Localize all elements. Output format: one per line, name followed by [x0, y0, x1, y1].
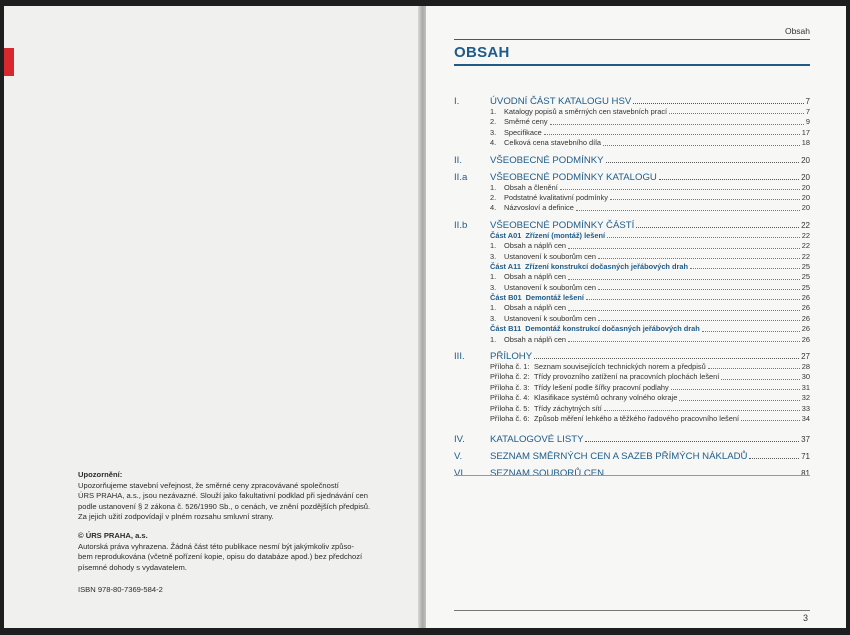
toc-page-number: 9 [805, 117, 810, 127]
toc-entry-row [454, 183, 810, 193]
toc-section-title: ÚVODNÍ ČÁST KATALOGU HSV [490, 96, 632, 107]
toc-entry-number: 1. [490, 241, 497, 251]
toc-entry-title: Obsah a náplň cen [504, 272, 567, 282]
toc-entry-row [454, 303, 810, 313]
copyright-heading: © ÚRS PRAHA, a.s. [78, 530, 148, 540]
toc-entry-row [454, 272, 810, 282]
red-edge-mark [4, 48, 14, 76]
toc-leader-dots [586, 299, 800, 300]
toc-page-number: 20 [801, 203, 810, 213]
toc-entry-number: 3. [490, 251, 497, 261]
toc-leader-dots [659, 179, 799, 180]
toc-entry-row [454, 252, 810, 262]
toc-entry-number: 1. [490, 272, 497, 282]
toc-leader-dots [576, 210, 800, 211]
toc-page-number: 22 [801, 241, 810, 251]
toc-section-number: II.a [454, 171, 468, 183]
notice-line: podle ustanovení § 2 zákona č. 526/1990 Sb., o cenách, ve znění pozdějších předpisů. [78, 501, 371, 511]
toc-leader-dots [534, 358, 799, 359]
toc-entry-title: Seznam souvisejících technických norem a předpisů [534, 362, 706, 372]
toc-section-row [454, 96, 810, 107]
toc-entry-row [454, 393, 810, 403]
toc-entry-title: Klasifikace systémů ochrany volného okraje [534, 393, 678, 403]
toc-page-number: 25 [801, 261, 810, 271]
toc-leader-dots [598, 289, 800, 290]
toc-section-row [454, 220, 810, 231]
toc-entry-title: Specifikace [504, 127, 542, 137]
toc-leader-dots [636, 227, 799, 228]
toc-page-number: 26 [801, 313, 810, 323]
toc-part-code: Část B01 [490, 293, 522, 303]
toc-page-number: 22 [801, 230, 810, 240]
toc-entry-number: 1. [490, 182, 497, 192]
toc-page-number: 18 [801, 138, 810, 148]
copyright-line: písemné dohody s vydavatelem. [78, 562, 187, 572]
toc-part-title: Zřízení konstrukcí dočasných jeřábových drah [524, 261, 689, 271]
toc-entry-number: Příloha č. 3: [490, 382, 530, 392]
toc-section-number: V. [454, 451, 463, 463]
toc-entry-title: Obsah a náplň cen [504, 334, 567, 344]
notice-line: Za jejich užití zodpovídají v plném rozsahu smluvní strany. [78, 512, 274, 522]
toc-entry-number: 4. [490, 138, 497, 148]
toc-section-number: III. [454, 351, 465, 363]
toc-entry-number: 1. [490, 107, 497, 116]
toc-page-number: 17 [801, 127, 810, 137]
toc-section-number: II. [454, 154, 462, 166]
toc-entry-number: 1. [490, 303, 497, 313]
toc-entry-title: Třídy lešení podle šířky pracovní podlahy [534, 382, 669, 392]
toc-entry-row [454, 128, 810, 138]
toc-section-row [454, 155, 810, 166]
toc-entry-number: Příloha č. 1: [490, 362, 530, 372]
toc-entry-row [454, 404, 810, 414]
notice-line: Upozorňujeme stavební veřejnost, že směrné ceny zpracovávané společností [78, 480, 339, 490]
toc-entry-title: Podstatné kvalitativní podmínky [504, 192, 608, 202]
toc-page-number: 31 [801, 382, 810, 392]
toc-part-label [490, 293, 584, 302]
toc-part-label [490, 324, 700, 333]
toc-leader-dots [721, 379, 799, 380]
legal-notice [78, 470, 378, 596]
toc-entry-row [454, 372, 810, 382]
toc-section-number: II.b [454, 219, 468, 231]
notice-heading: Upozornění: [78, 470, 123, 479]
toc-entry-number: 2. [490, 192, 497, 202]
toc-entry-title: Katalogy popisů a směrných cen stavebních prací [504, 107, 668, 116]
toc-entry-number: Příloha č. 4: [490, 393, 530, 403]
toc-page-number: 26 [801, 293, 810, 303]
toc-page-number: 27 [801, 352, 810, 362]
toc-entry-row [454, 193, 810, 203]
toc-section-row [454, 172, 810, 183]
toc-leader-dots [568, 341, 800, 342]
toc-page-number: 81 [801, 469, 810, 479]
title-rule [454, 64, 810, 66]
toc-section-title: VŠEOBECNÉ PODMÍNKY [490, 154, 604, 166]
toc-leader-dots [702, 331, 800, 332]
toc-entry-row [454, 231, 810, 241]
toc-leader-dots [604, 410, 800, 411]
toc-entry-number: Příloha č. 2: [490, 372, 530, 382]
table-of-contents [454, 90, 810, 479]
copyright-line: Autorská práva vyhrazena. Žádná část této publikace nesmí být jakýmkoliv způso- [78, 541, 355, 551]
right-page [426, 6, 846, 628]
toc-leader-dots [598, 258, 800, 259]
toc-section-title: SEZNAM SMĚRNÝCH CEN A SAZEB PŘÍMÝCH NÁKLADŮ [490, 451, 748, 463]
toc-page-number: 37 [801, 435, 810, 445]
toc-entry-number: 3. [490, 127, 497, 137]
footer-rule [454, 610, 810, 611]
toc-entry-row [454, 414, 810, 424]
toc-page-number: 26 [801, 303, 810, 313]
notice-line: ÚRS PRAHA, a.s., jsou nezávazné. Slouží jako fakultativní podklad při sjednávání cen [78, 491, 368, 501]
toc-entry-title: Názvosloví a definice [504, 203, 574, 213]
toc-entry-row [454, 383, 810, 393]
toc-leader-dots [607, 237, 800, 238]
toc-leader-dots [671, 389, 800, 390]
toc-entry-number: Příloha č. 5: [490, 403, 530, 413]
toc-leader-dots [568, 279, 800, 280]
toc-entry-title: Obsah a náplň cen [504, 303, 567, 313]
toc-part-label [490, 262, 688, 271]
toc-leader-dots [560, 189, 800, 190]
toc-entry-title: Celková cena stavebního díla [504, 138, 601, 148]
toc-page-number: 71 [801, 452, 810, 462]
toc-leader-dots [603, 145, 800, 146]
toc-leader-dots [550, 124, 804, 125]
toc-entry-number: 3. [490, 282, 497, 292]
toc-entry-row [454, 203, 810, 213]
toc-section-title: KATALOGOVÉ LISTY [490, 434, 584, 446]
toc-entry-number: 2. [490, 117, 497, 127]
toc-section-number: VI. [454, 468, 466, 480]
toc-section-title: SEZNAM SOUBORŮ CEN [490, 468, 605, 480]
page-number: 3 [802, 613, 808, 623]
toc-section-row [454, 468, 810, 479]
toc-section-number: I. [454, 96, 460, 107]
toc-page-number: 20 [801, 182, 810, 192]
toc-leader-dots [544, 134, 800, 135]
toc-leader-dots [749, 458, 799, 459]
toc-page-number: 34 [801, 413, 810, 423]
toc-section-title: VŠEOBECNÉ PODMÍNKY ČÁSTÍ [490, 219, 635, 231]
toc-leader-dots [568, 248, 800, 249]
toc-entry-row [454, 293, 810, 303]
toc-entry-title: Ustanovení k souborům cen [504, 251, 597, 261]
toc-entry-row [454, 241, 810, 251]
toc-entry-row [454, 362, 810, 372]
toc-leader-dots [585, 441, 799, 442]
toc-entry-row [454, 283, 810, 293]
toc-entry-title: Ustanovení k souborům cen [504, 282, 597, 292]
toc-entry-title: Třídy provozního zatížení na pracovních plochách lešení [534, 372, 720, 382]
toc-page-number: 20 [801, 155, 810, 165]
toc-entry-row [454, 324, 810, 334]
toc-entry-title: Směrné ceny [504, 117, 548, 127]
toc-entry-number: Příloha č. 6: [490, 413, 530, 423]
toc-part-label [490, 231, 605, 240]
toc-part-code: Část B11 [490, 324, 522, 334]
toc-leader-dots [606, 162, 800, 163]
toc-entry-title: Způsob měření lehkého a těžkého řadového pracovního lešení [534, 413, 740, 423]
top-rule [454, 39, 810, 40]
toc-part-title: Zřízení (montáž) lešení [525, 230, 606, 240]
toc-page-number: 26 [801, 334, 810, 344]
toc-leader-dots [568, 310, 800, 311]
toc-page-number: 20 [801, 172, 810, 182]
page-title: OBSAH [454, 44, 510, 61]
copyright-line: bem reprodukována (včetně pořízení kopie, opisu do databáze apod.) bez předchozí [78, 552, 363, 562]
toc-leader-dots [679, 400, 799, 401]
section-divider [454, 475, 810, 476]
toc-page-number: 30 [801, 372, 810, 382]
toc-page-number: 20 [801, 192, 810, 202]
toc-section-row [454, 351, 810, 362]
toc-entry-number: 4. [490, 203, 497, 213]
toc-leader-dots [741, 420, 800, 421]
toc-section-row [454, 434, 810, 445]
toc-page-number: 7 [805, 97, 810, 106]
toc-section-row [454, 451, 810, 462]
toc-part-title: Demontáž lešení [525, 293, 584, 303]
toc-entry-title: Obsah a náplň cen [504, 241, 567, 251]
toc-page-number: 25 [801, 272, 810, 282]
running-head: Obsah [784, 26, 810, 36]
toc-page-number: 26 [801, 324, 810, 334]
toc-page-number: 7 [805, 107, 810, 116]
toc-page-number: 32 [801, 393, 810, 403]
toc-entry-row [454, 314, 810, 324]
toc-section-number: IV. [454, 434, 465, 446]
toc-section-title: PŘÍLOHY [490, 351, 533, 363]
toc-page-number: 22 [801, 251, 810, 261]
toc-leader-dots [598, 320, 800, 321]
isbn: ISBN 978-80-7369-584-2 [78, 585, 163, 595]
toc-part-code: Část A01 [490, 230, 522, 240]
toc-leader-dots [708, 368, 800, 369]
toc-section-title: VŠEOBECNÉ PODMÍNKY KATALOGU [490, 171, 657, 183]
toc-entry-title: Obsah a členění [504, 182, 558, 192]
toc-leader-dots [690, 268, 800, 269]
toc-part-code: Část A11 [490, 261, 521, 271]
toc-page-number: 28 [801, 362, 810, 372]
toc-entry-row [454, 262, 810, 272]
toc-entry-number: 3. [490, 313, 497, 323]
toc-page-number: 33 [801, 403, 810, 413]
toc-leader-dots [669, 113, 804, 114]
toc-entry-number: 1. [490, 334, 497, 344]
toc-entry-row [454, 138, 810, 148]
toc-entry-title: Třídy záchytných sítí [534, 403, 602, 413]
toc-page-number: 22 [801, 220, 810, 230]
toc-entry-row [454, 335, 810, 345]
toc-entry-row [454, 107, 810, 117]
toc-entry-row [454, 117, 810, 127]
toc-entry-title: Ustanovení k souborům cen [504, 313, 597, 323]
toc-leader-dots [633, 103, 803, 104]
toc-part-title: Demontáž konstrukcí dočasných jeřábových drah [525, 324, 700, 334]
toc-leader-dots [610, 199, 800, 200]
toc-page-number: 25 [801, 282, 810, 292]
